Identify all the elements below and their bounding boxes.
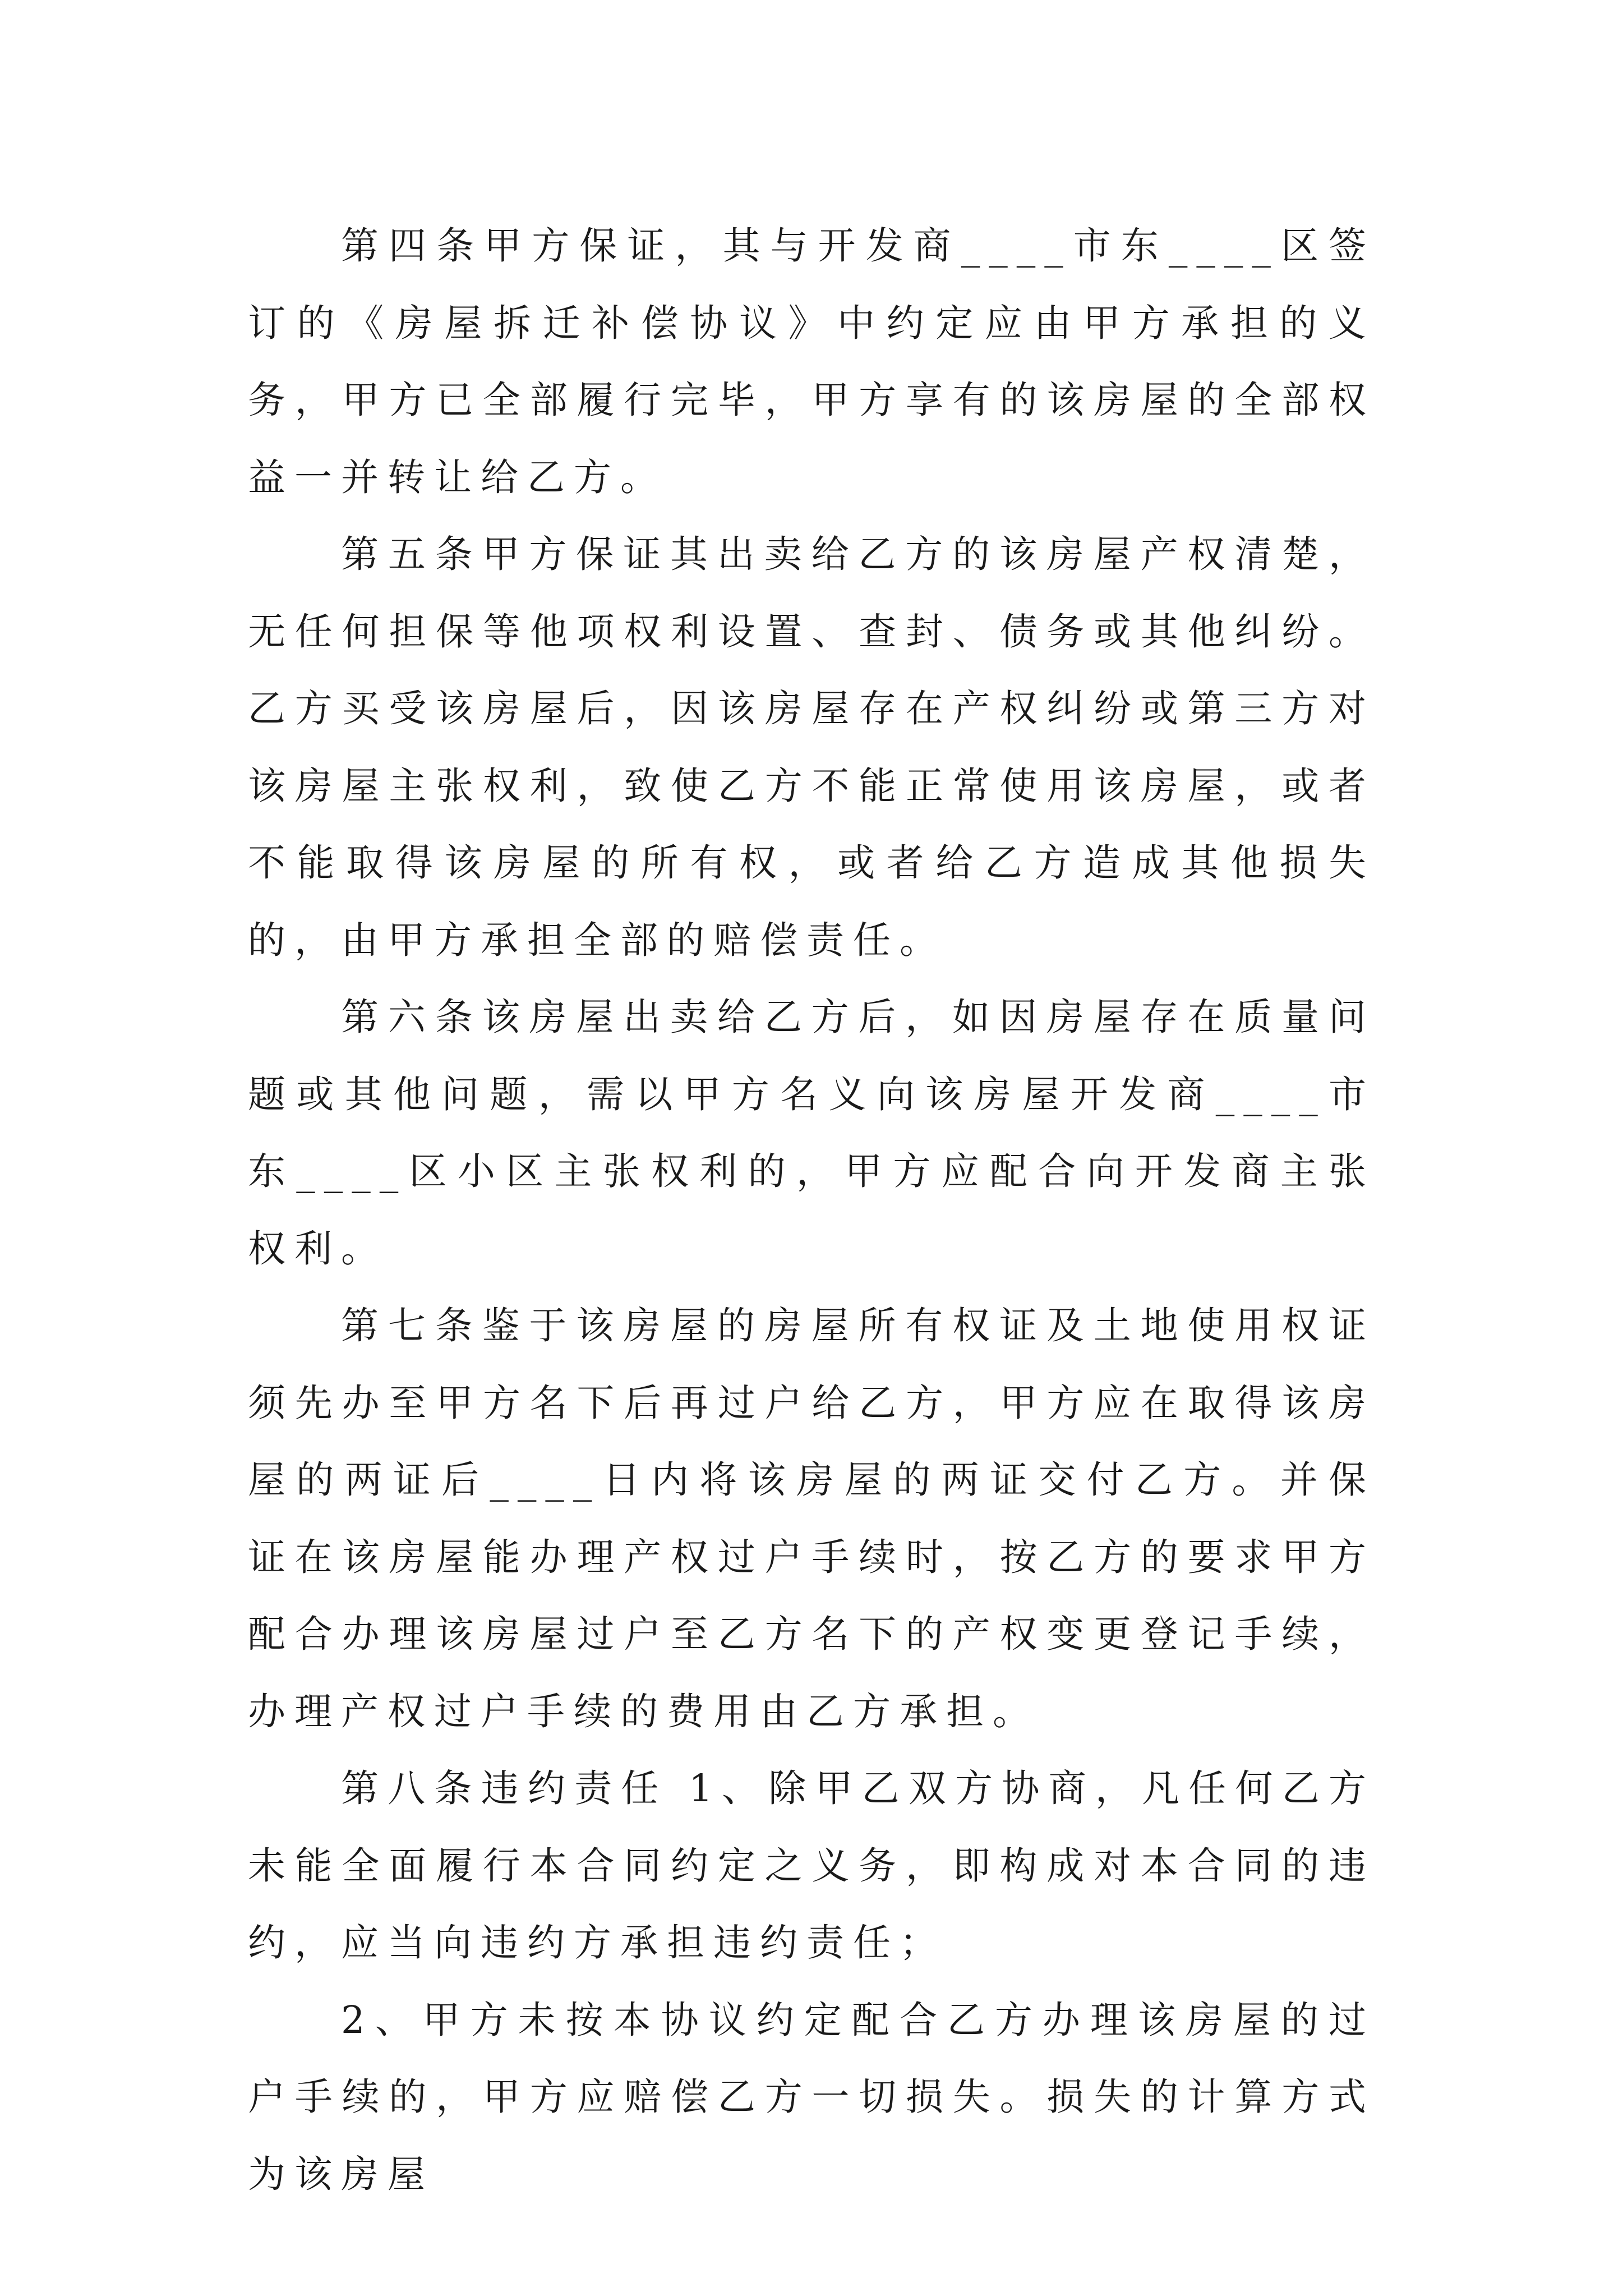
paragraph-article-5: 第五条甲方保证其出卖给乙方的该房屋产权清楚，无任何担保等他项权利设置、查封、债务或其他纠纷。乙方买受该房屋后，因该房屋存在产权纠纷或第三方对该房屋主张权利，致使乙方不能正常使用该房屋，或者不能取得该房屋的所有权，或者给乙方造成其他损失的，由甲方承担全部的赔偿责任。 xyxy=(248,532,1375,962)
paragraph-article-6: 第六条该房屋出卖给乙方后，如因房屋存在质量问题或其他问题，需以甲方名义向该房屋开发商____市东____区小区主张权利的，甲方应配合向开发商主张权利。 xyxy=(248,995,1375,1271)
paragraph-article-8-item-2: 2、甲方未按本协议约定配合乙方办理该房屋的过户手续的，甲方应赔偿乙方一切损失。损失的计算方式为该房屋 xyxy=(248,1998,1375,2196)
document-body xyxy=(248,208,1375,2213)
paragraph-article-4: 第四条甲方保证，其与开发商____市东____区签订的《房屋拆迁补偿协议》中约定应由甲方承担的义务，甲方已全部履行完毕，甲方享有的该房屋的全部权益一并转让给乙方。 xyxy=(248,224,1375,499)
paragraph-article-7: 第七条鉴于该房屋的房屋所有权证及土地使用权证须先办至甲方名下后再过户给乙方，甲方应在取得该房屋的两证后____日内将该房屋的两证交付乙方。并保证在该房屋能办理产权过户手续时，按乙方的要求甲方配合办理该房屋过户至乙方名下的产权变更登记手续，办理产权过户手续的费用由乙方承担。 xyxy=(248,1304,1375,1733)
paragraph-article-8: 第八条违约责任 1、除甲乙双方协商，凡任何乙方未能全面履行本合同约定之义务，即构成对本合同的违约，应当向违约方承担违约责任； xyxy=(248,1766,1375,1964)
